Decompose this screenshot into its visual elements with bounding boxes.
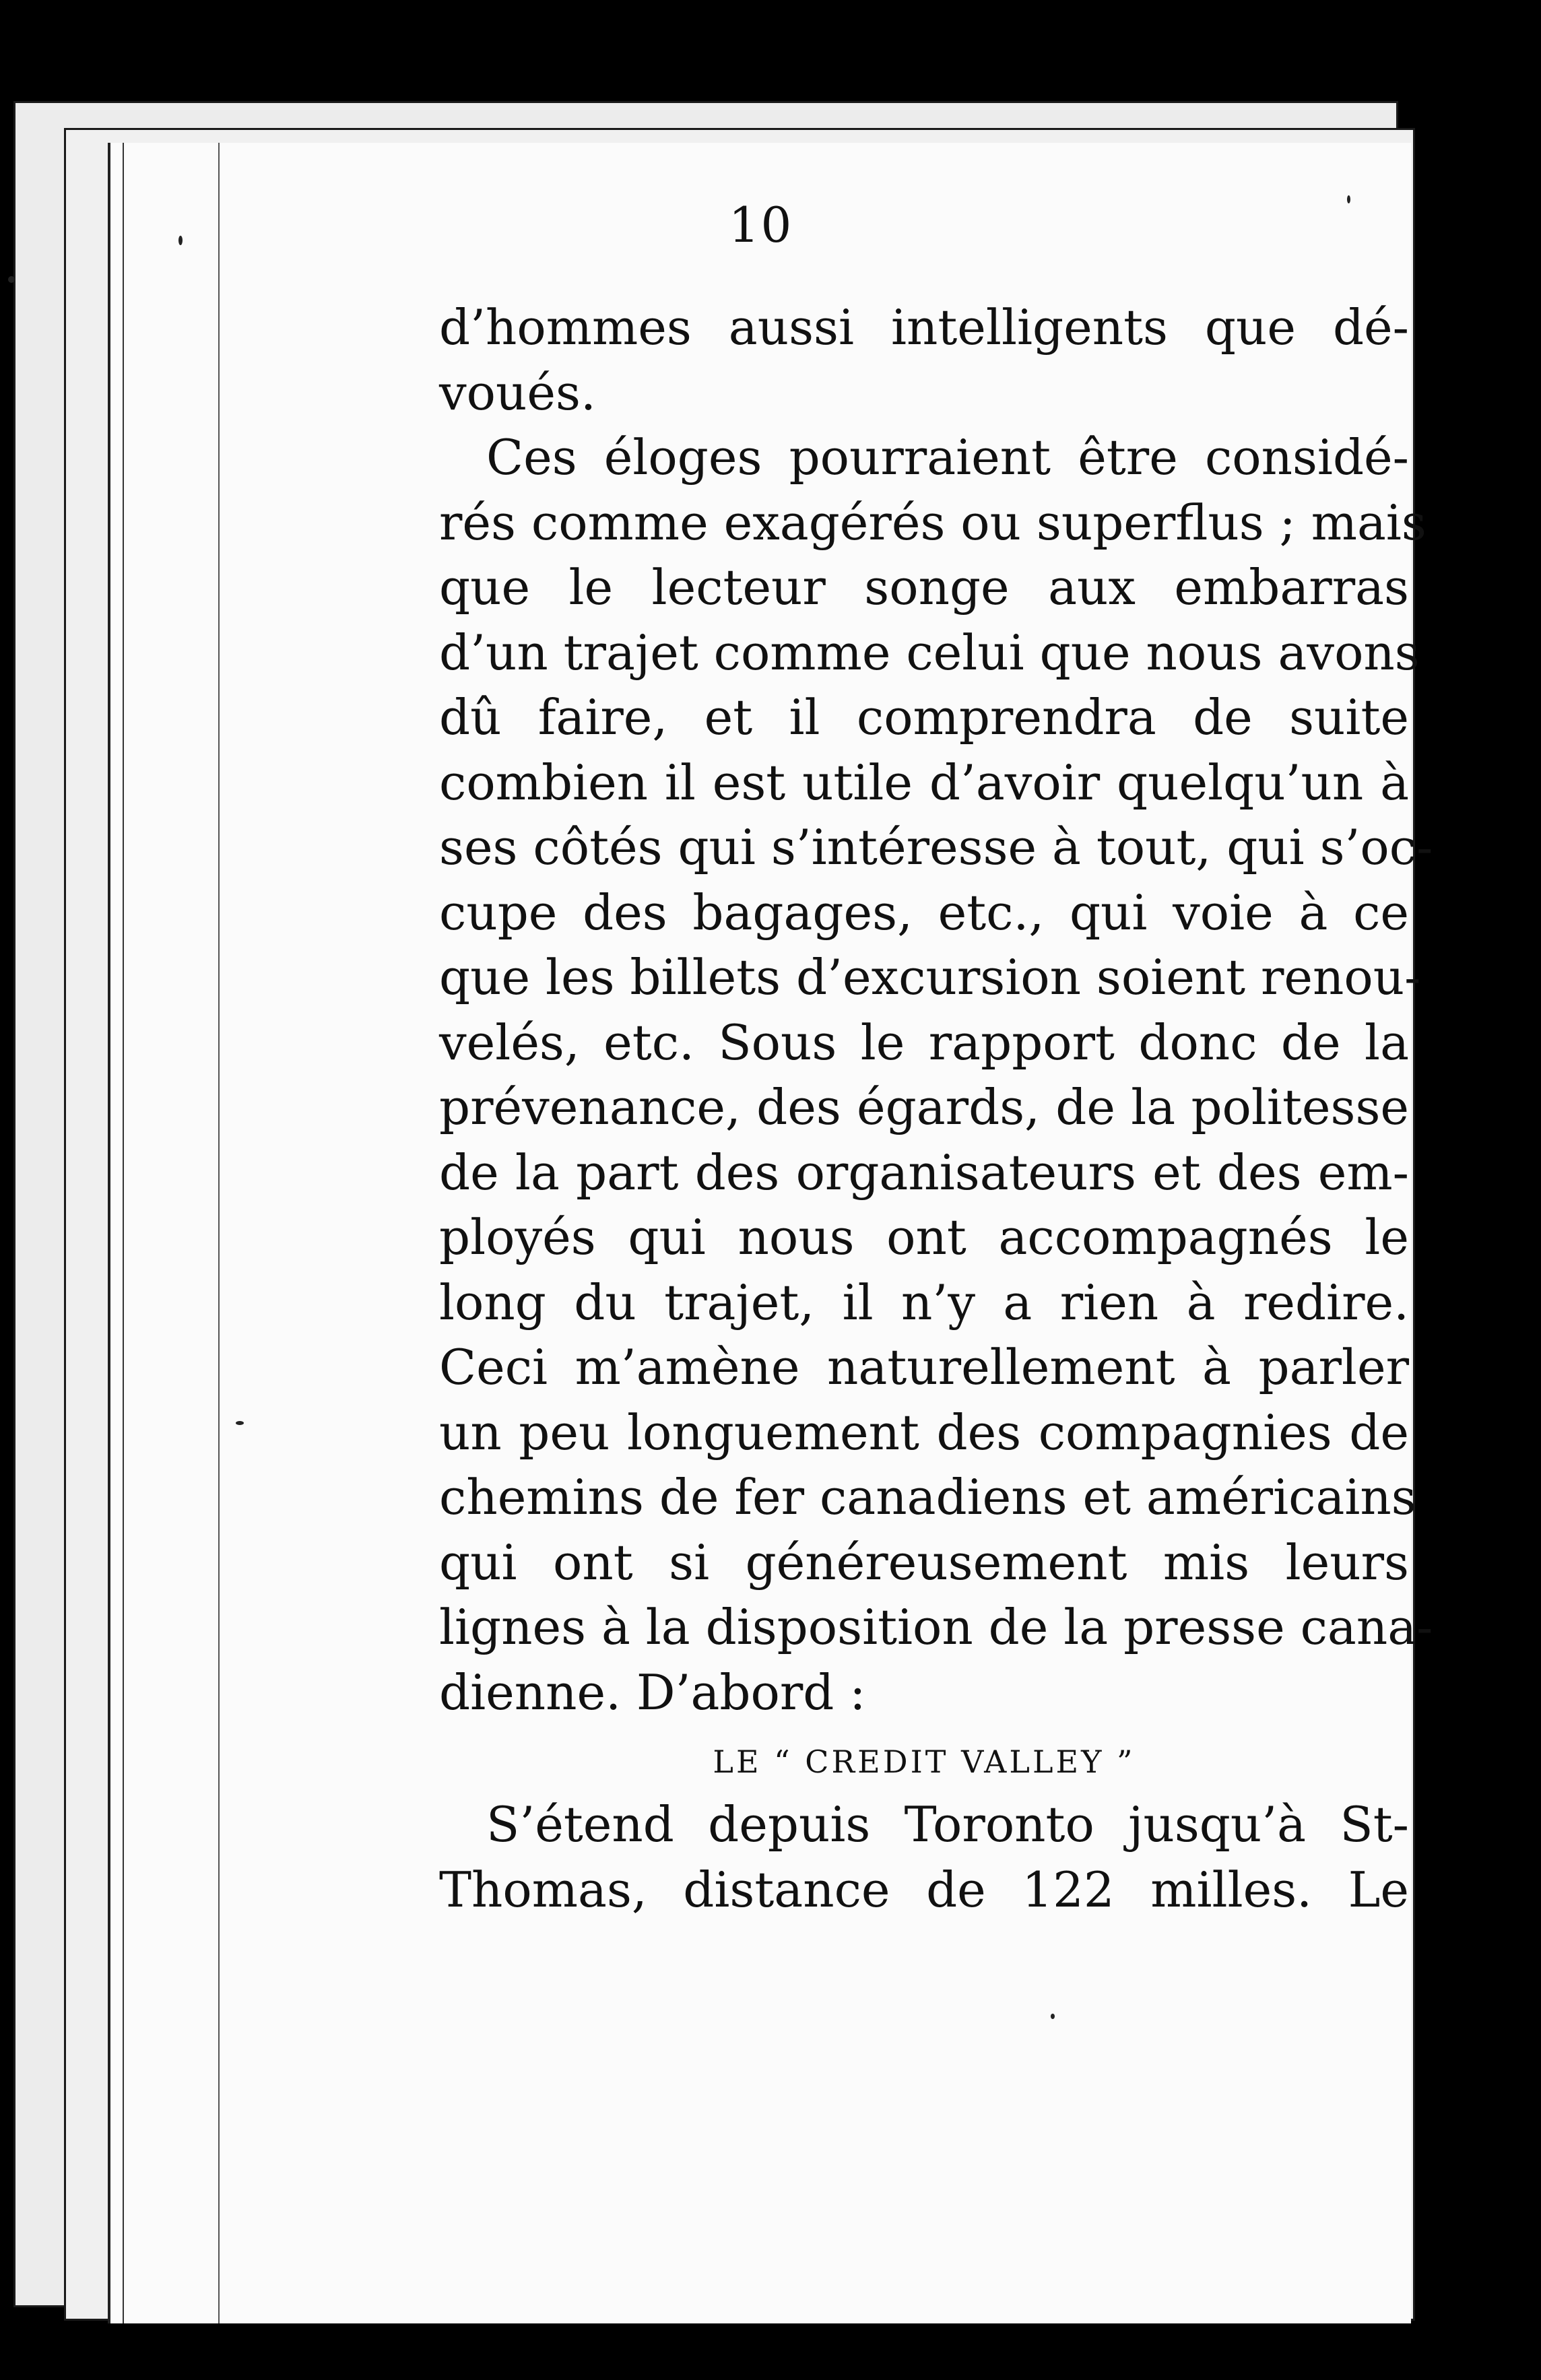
text-line: S’étend depuis Toronto jusqu’à St- <box>486 1796 1409 1853</box>
text-line: d’hommes aussi intelligents que dé- <box>439 299 1409 356</box>
text-line: ses côtés qui s’intéresse à tout, qui s’oc- <box>439 819 1433 875</box>
text-line: lignes à la disposition de la presse cana- <box>439 1599 1433 1655</box>
scan-speck <box>1051 2014 1055 2019</box>
text-line: combien il est utile d’avoir quelqu’un à <box>439 754 1409 811</box>
text-line: de la part des organisateurs et des em- <box>439 1144 1409 1201</box>
section-heading: LE “ CREDIT VALLEY ” <box>713 1744 1136 1780</box>
text-line: chemins de fer canadiens et américains <box>439 1469 1416 1525</box>
page-edge-lines <box>123 143 220 2323</box>
body-text <box>439 295 1433 1922</box>
text-line: cupe des bagages, etc., qui voie à ce <box>439 884 1409 941</box>
text-line: prévenance, des égards, de la politesse <box>439 1079 1409 1135</box>
text-line: long du trajet, il n’y a rien à redire. <box>439 1274 1409 1331</box>
page-number: 10 <box>728 197 793 253</box>
scan-speck <box>1347 195 1350 203</box>
scan-speck <box>178 236 183 245</box>
text-line: Thomas, distance de 122 milles. Le <box>439 1861 1409 1918</box>
text-line: un peu longuement des compagnies de <box>439 1403 1409 1461</box>
scan-speck <box>236 1421 244 1425</box>
text-line: rés comme exagérés ou superflus ; mais <box>439 494 1427 551</box>
text-line: que les billets d’excursion soient renou- <box>439 949 1421 1005</box>
text-line: qui ont si généreusement mis leurs <box>439 1533 1409 1591</box>
text-line: Ceci m’amène naturellement à parler <box>439 1339 1409 1395</box>
text-line: que le lecteur songe aux embarras <box>439 559 1409 616</box>
text-line: ployés qui nous ont accompagnés le <box>439 1209 1409 1265</box>
text-line: d’un trajet comme celui que nous avons <box>439 624 1420 681</box>
scan-speck <box>8 276 15 283</box>
text-line: voués. <box>439 364 596 421</box>
text-line: dû faire, et il comprendra de suite <box>439 689 1409 746</box>
text-line: dienne. D’abord : <box>439 1663 866 1721</box>
text-line: Ces éloges pourraient être considé- <box>486 429 1409 486</box>
text-line: velés, etc. Sous le rapport donc de la <box>439 1014 1409 1071</box>
